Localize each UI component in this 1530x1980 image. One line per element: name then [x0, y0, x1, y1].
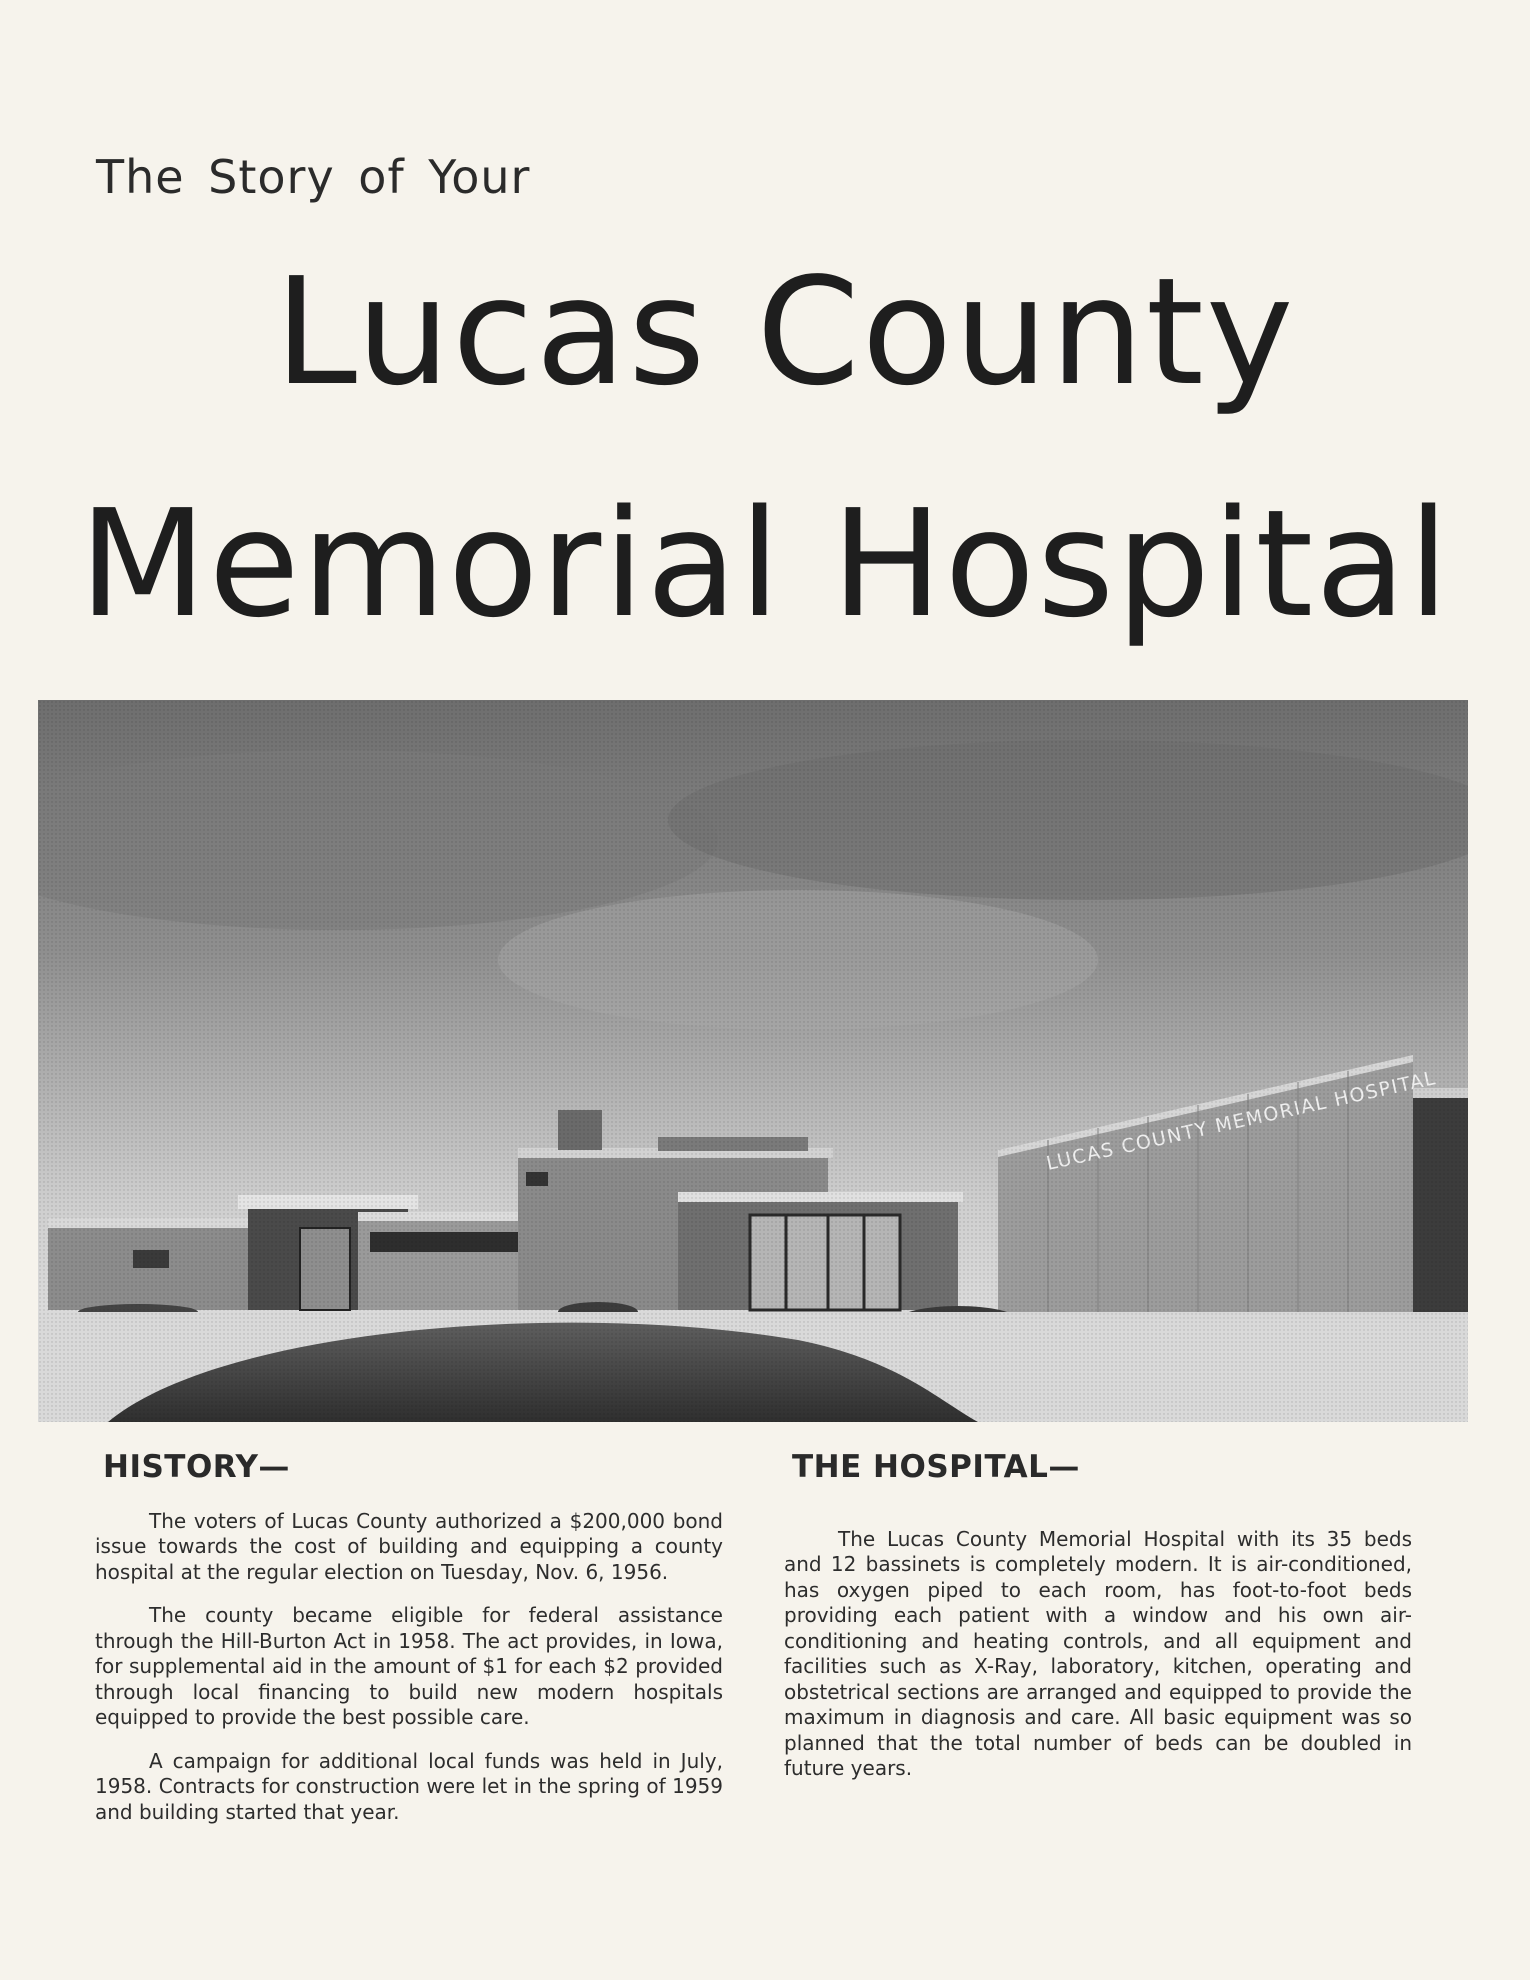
hospital-heading: THE HOSPITAL—: [792, 1449, 1080, 1485]
history-heading: HISTORY—: [103, 1449, 290, 1485]
page-title-line2: Memorial Hospital: [78, 478, 1452, 650]
history-section: [95, 1449, 723, 1843]
hospital-paragraph-1: The Lucas County Memorial Hospital with its 35 beds and 12 bassinets is completely modern. It is air-conditioned, has oxygen piped to each room, has foot-to-foot beds providing each patient with a window and his own air-conditioning and heating controls, and all equipment and facilities such as X-Ray, laboratory, kitchen, operating and obstetrical sections are arranged and equipped to provide the maximum in diagnosis and care. All basic equipment was so planned that the total number of beds can be doubled in future years.: [784, 1526, 1412, 1780]
history-paragraph-3: A campaign for additional local funds was held in July, 1958. Contracts for construction were let in the spring of 1959 and building started that year.: [95, 1748, 723, 1824]
hospital-section: [784, 1449, 1412, 1800]
history-paragraph-2: The county became eligible for federal assistance through the Hill-Burton Act in 1958. The act provides, in Iowa, for supplemental aid in the amount of $1 for each $2 provided through local financing to build new modern hospitals equipped to provide the best possible care.: [95, 1603, 723, 1729]
page-title-line1: Lucas County: [274, 246, 1296, 418]
hospital-building-photo: [38, 700, 1468, 1422]
history-paragraph-1: The voters of Lucas County authorized a $200,000 bond issue towards the cost of building and equipping a county hospital at the regular election on Tuesday, Nov. 6, 1956.: [95, 1508, 723, 1584]
overline-text: The Story of Your: [96, 150, 531, 204]
